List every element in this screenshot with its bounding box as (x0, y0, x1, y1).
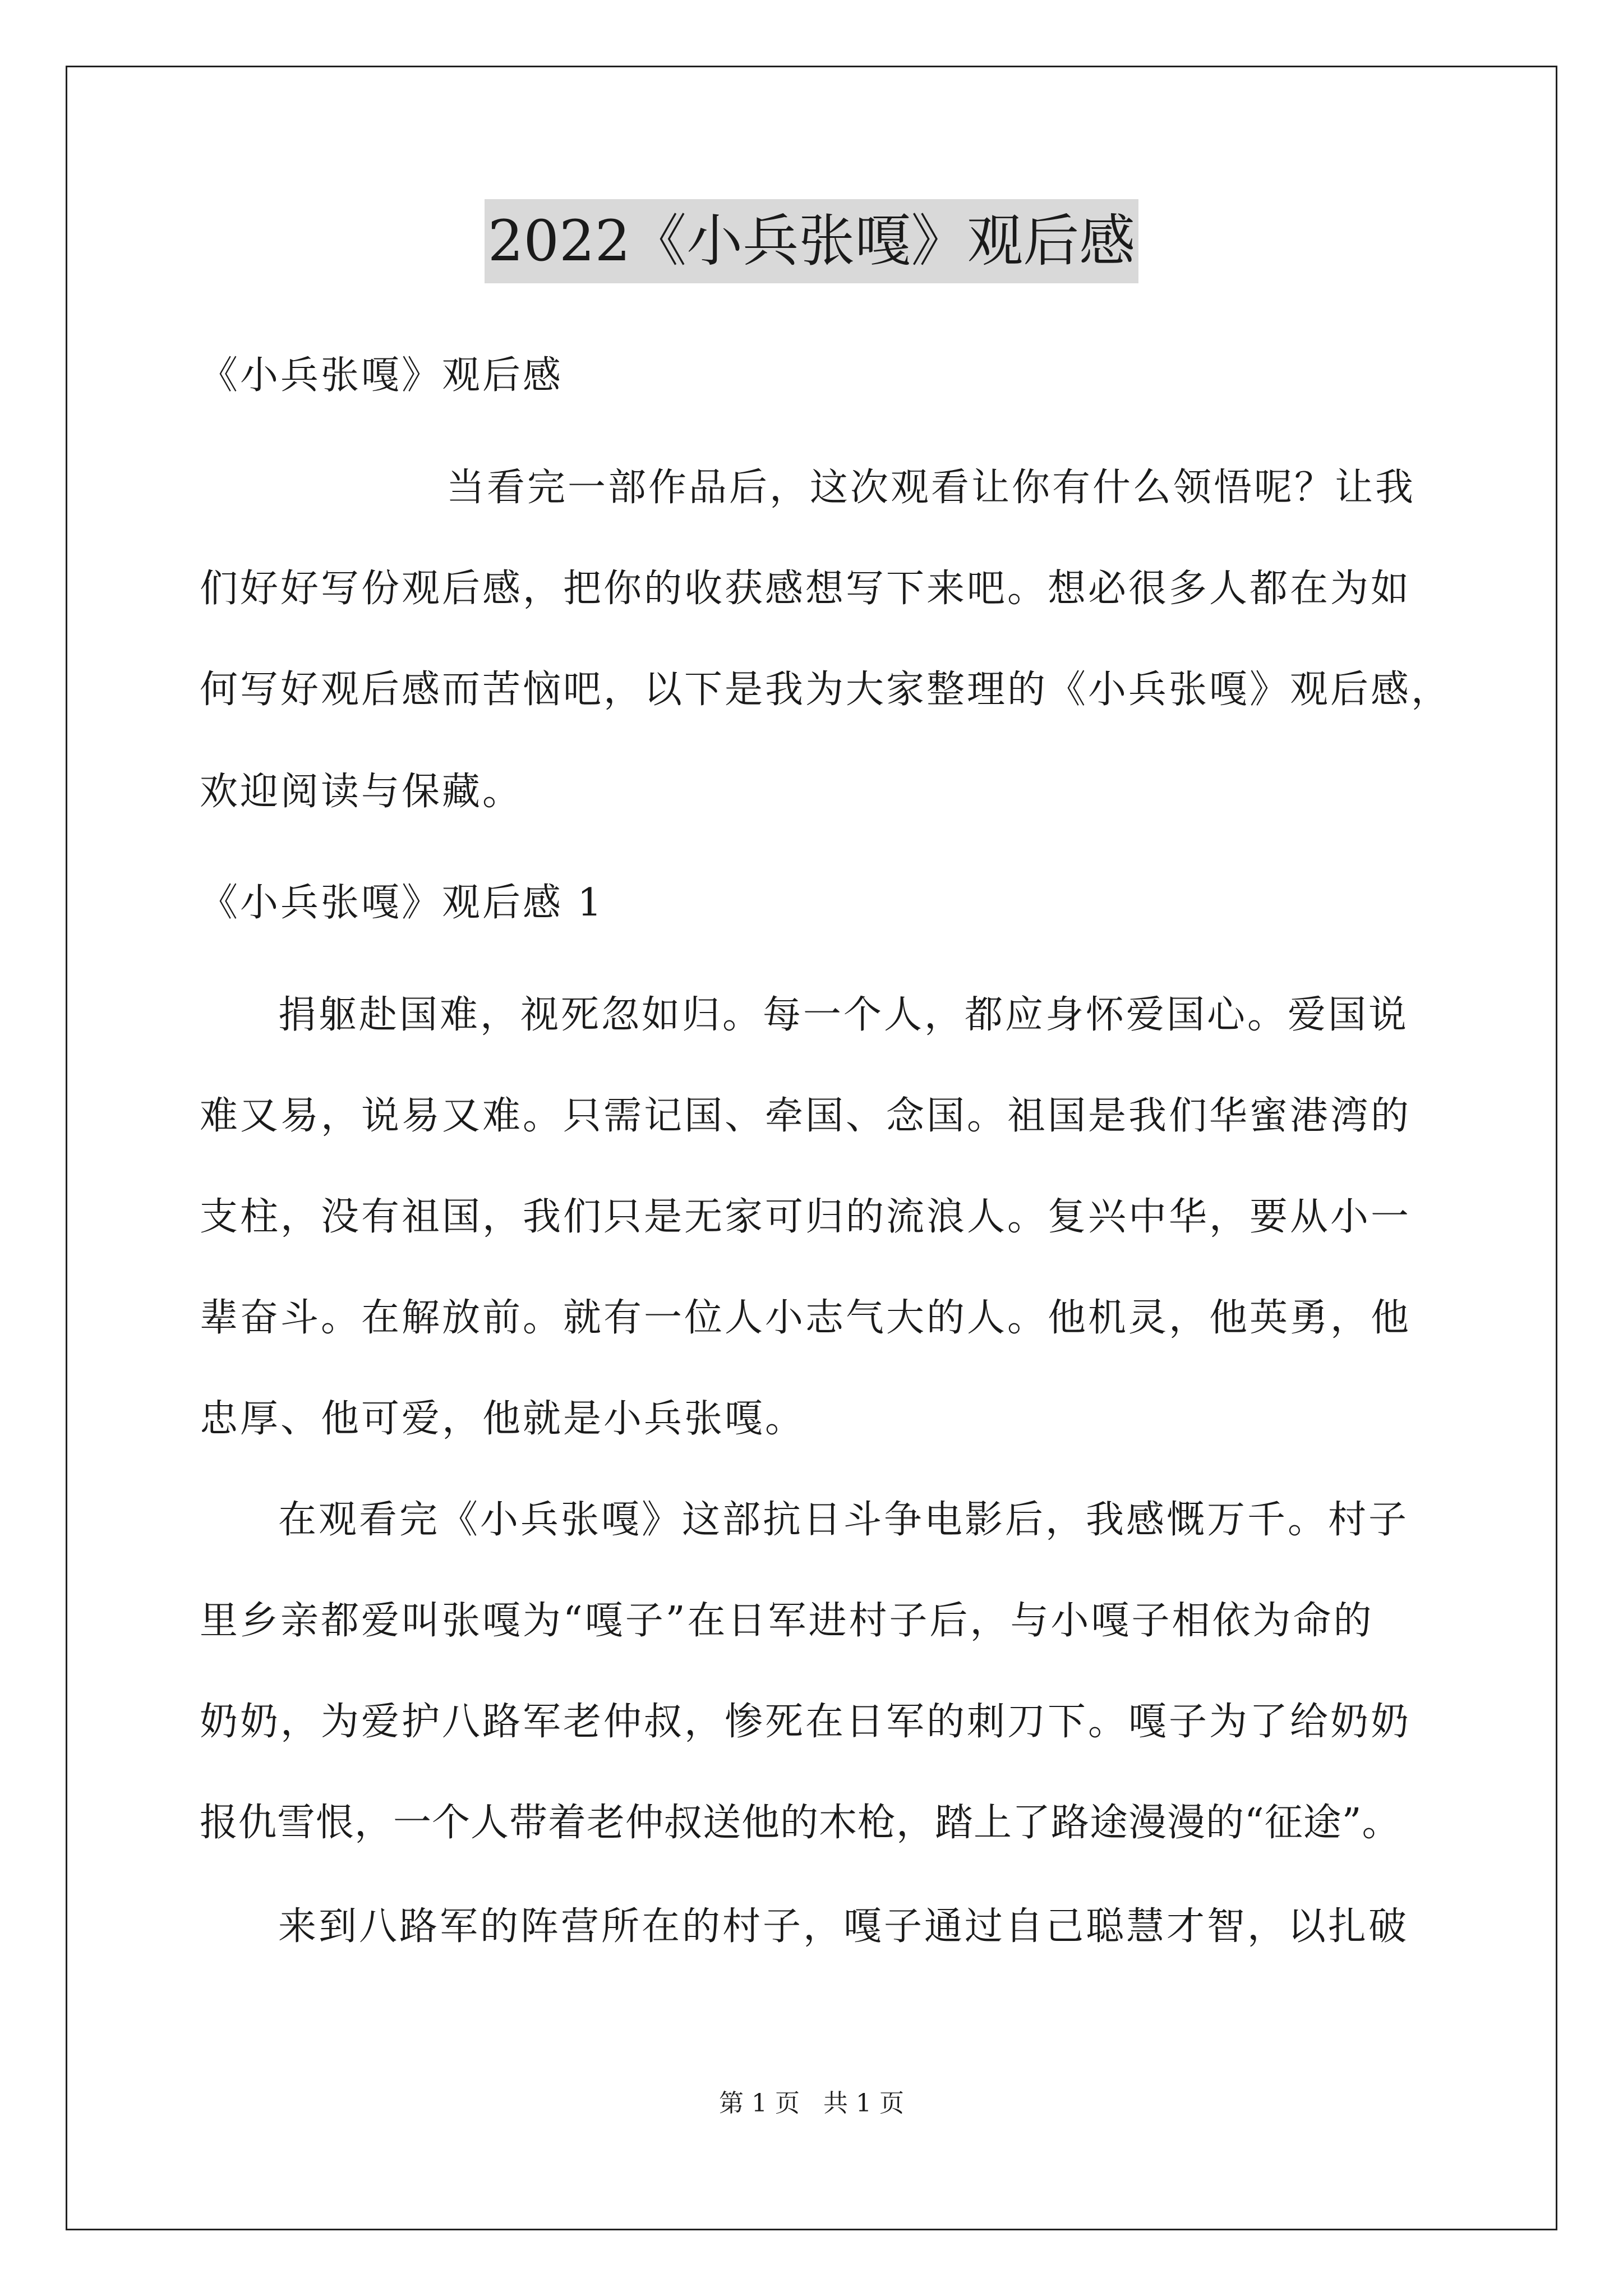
para1-line-5: 忠厚、他可爱，他就是小兵张嘎。 (200, 1397, 806, 1441)
para3-line-1: 来到八路军的阵营所在的村子，嘎子通过自己聪慧才智，以扎破 (278, 1904, 1409, 1949)
para2-line-1: 在观看完《小兵张嘎》这部抗日斗争电影后，我感慨万千。村子 (278, 1498, 1409, 1542)
page-total: 共 1 页 (823, 2089, 904, 2118)
para1-line-3: 支柱，没有祖国，我们只是无家可归的流浪人。复兴中华，要从小一 (200, 1195, 1412, 1239)
page-footer (0, 2087, 1623, 2120)
document-heading: 《小兵张嘎》观后感 (200, 353, 564, 398)
title-container (0, 199, 1623, 283)
document-title: 2022《小兵张嘎》观后感 (485, 199, 1139, 283)
intro-line-1: 当看完一部作品后，这次观看让你有什么领悟呢？让我 (446, 466, 1416, 510)
para2-line-2: 里乡亲都爱叫张嘎为“嘎子”在日军进村子后，与小嘎子相依为命的 (200, 1599, 1374, 1643)
section-heading: 《小兵张嘎》观后感 1 (200, 881, 604, 925)
para2-line-4: 报仇雪恨，一个人带着老仲叔送他的木枪，踏上了路途漫漫的“征途”。 (200, 1801, 1401, 1845)
page-number: 第 1 页 (719, 2089, 800, 2118)
intro-line-4: 欢迎阅读与保藏。 (200, 770, 523, 814)
para1-line-1: 捐躯赴国难，视死忽如归。每一个人，都应身怀爱国心。爱国说 (278, 993, 1409, 1037)
intro-line-3: 何写好观后感而苦恼吧，以下是我为大家整理的《小兵张嘎》观后感， (200, 668, 1452, 712)
para1-line-2: 难又易，说易又难。只需记国、牵国、念国。祖国是我们华蜜港湾的 (200, 1094, 1412, 1138)
para1-line-4: 辈奋斗。在解放前。就有一位人小志气大的人。他机灵，他英勇，他 (200, 1296, 1412, 1340)
para2-line-3: 奶奶，为爱护八路军老仲叔，惨死在日军的刺刀下。嘎子为了给奶奶 (200, 1700, 1412, 1744)
intro-line-2: 们好好写份观后感，把你的收获感想写下来吧。想必很多人都在为如 (200, 567, 1412, 611)
